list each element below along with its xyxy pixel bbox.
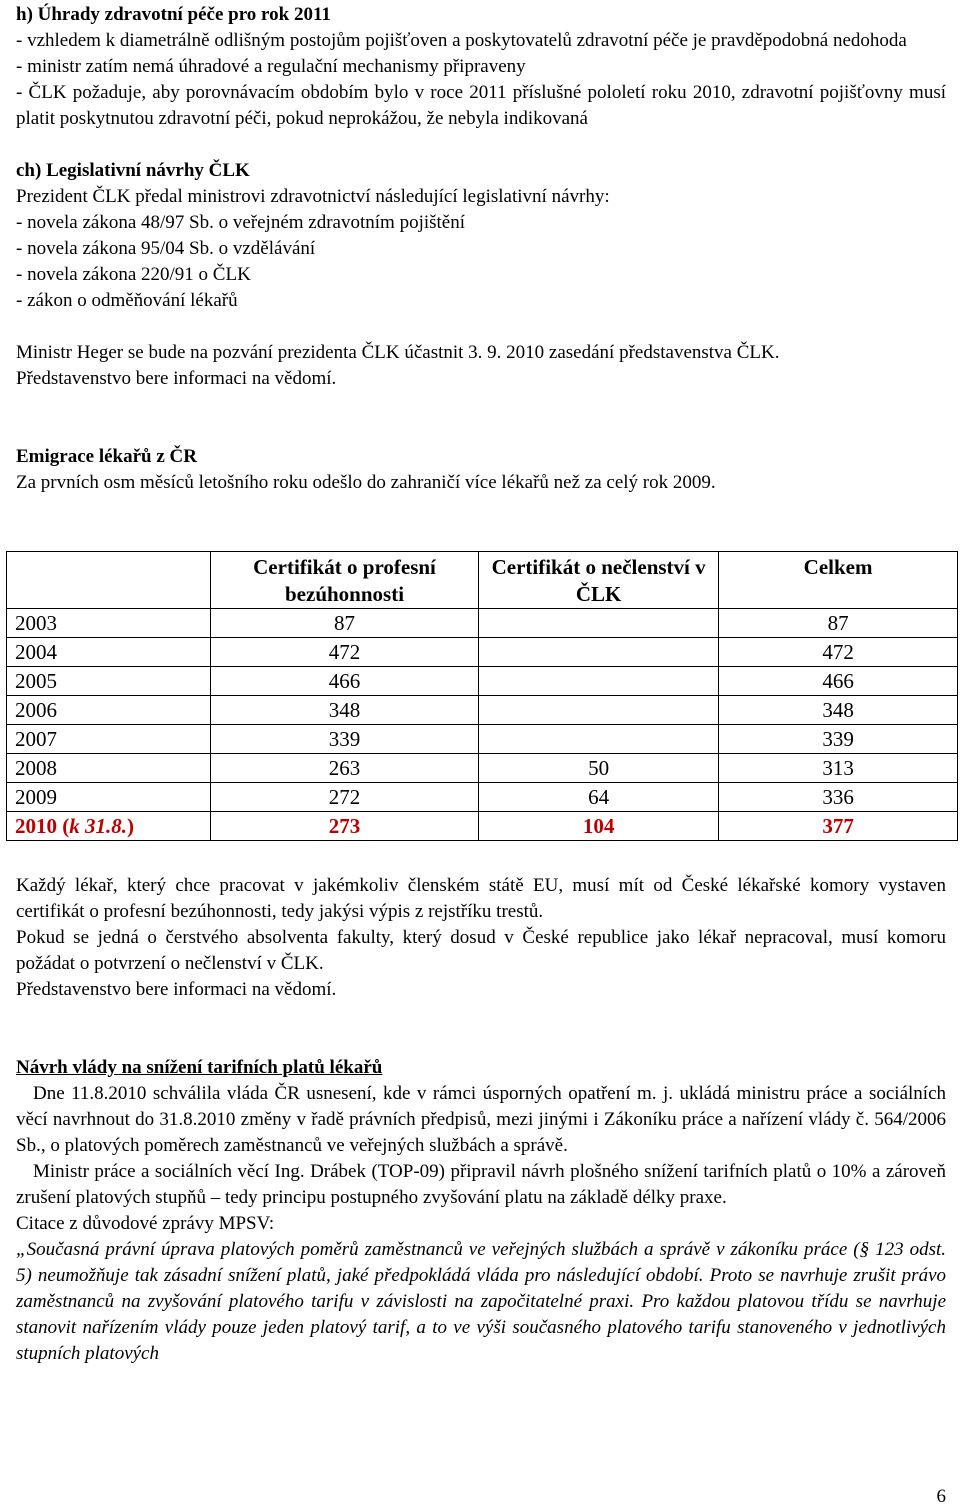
emigrace-heading: Emigrace lékařů z ČR <box>16 446 197 467</box>
table-cell-year: 2003 <box>7 609 211 638</box>
navrh-paragraph-3: Citace z důvodové zprávy MPSV: <box>16 1213 275 1234</box>
navrh-heading: Návrh vlády na snížení tarifních platů lékařů <box>16 1057 383 1078</box>
section-h-line-2: - ministr zatím nemá úhradové a regulační mechanismy připraveny <box>16 56 526 77</box>
table-cell-neclenstvi <box>479 667 719 696</box>
section-h-line-1: - vzhledem k diametrálně odlišným postojům pojišťoven a poskytovatelů zdravotní péče je pravděpodobná nedohoda <box>16 30 907 51</box>
table-cell-year: 2005 <box>7 667 211 696</box>
table-cell-year-highlight: 2010 (k 31.8.) <box>7 812 211 841</box>
section-ch-note-1: Ministr Heger se bude na pozvání prezidenta ČLK účastnit 3. 9. 2010 zasedání představenstva ČLK. <box>16 342 780 363</box>
navrh-paragraph-2: Ministr práce a sociálních věcí Ing. Drábek (TOP-09) připravil návrh plošného snížení tarifních platů o 10% a zároveň zrušení platových stupňů – tedy principu postupného zvyšování platu na základě délky praxe. <box>16 1161 946 1208</box>
table-row <box>7 667 958 696</box>
table-cell-bezuhonnost: 472 <box>210 638 478 667</box>
certificate-table <box>6 551 958 841</box>
table-cell-year: 2006 <box>7 696 211 725</box>
section-h-line-3: - ČLK požaduje, aby porovnávacím obdobím bylo v roce 2011 příslušné pololetí roku 2010, zdravotní pojišťovny musí platit poskytnutou zdravotní péči, pokud neprokážou, že nebyla indikovaná <box>16 82 946 129</box>
section-ch-item-1: - novela zákona 48/97 Sb. o veřejném zdravotním pojištění <box>16 212 466 233</box>
table-header-row <box>7 552 958 609</box>
table-cell-bezuhonnost: 348 <box>210 696 478 725</box>
table-cell-year: 2008 <box>7 754 211 783</box>
table-cell-total: 472 <box>719 638 958 667</box>
section-h-heading: h) Úhrady zdravotní péče pro rok 2011 <box>16 4 331 25</box>
table-cell-total: 313 <box>719 754 958 783</box>
after-table-paragraph-2: Pokud se jedná o čerstvého absolventa fakulty, který dosud v České republice jako lékař nepracoval, musí komoru požádat o potvrzení o nečlenství v ČLK. <box>16 927 946 974</box>
section-ch-heading: ch) Legislativní návrhy ČLK <box>16 160 250 181</box>
table-cell-bezuhonnost: 272 <box>210 783 478 812</box>
table-cell-bezuhonnost: 263 <box>210 754 478 783</box>
section-ch-item-4: - zákon o odměňování lékařů <box>16 290 238 311</box>
table-cell-year: 2007 <box>7 725 211 754</box>
table-cell-total-highlight: 377 <box>719 812 958 841</box>
table-row <box>7 696 958 725</box>
table-cell-total: 466 <box>719 667 958 696</box>
table-cell-bezuhonnost-highlight: 273 <box>210 812 478 841</box>
table-header-celkem: Celkem <box>719 552 958 609</box>
table-row-highlight <box>7 812 958 841</box>
table-row <box>7 609 958 638</box>
table-row <box>7 783 958 812</box>
table-row <box>7 725 958 754</box>
table-cell-total: 339 <box>719 725 958 754</box>
after-table-paragraph-1: Každý lékař, který chce pracovat v jakémkoliv členském státě EU, musí mít od České lékařské komory vystaven certifikát o profesní bezúhonnosti, tedy jakýsi výpis z rejstříku trestů. <box>16 875 946 922</box>
table-cell-neclenstvi <box>479 609 719 638</box>
table-cell-total: 348 <box>719 696 958 725</box>
table-cell-neclenstvi-highlight: 104 <box>479 812 719 841</box>
table-row <box>7 754 958 783</box>
navrh-paragraph-1: Dne 11.8.2010 schválila vláda ČR usnesení, kde v rámci úsporných opatření m. j. ukládá ministru práce a sociálních věcí navrhnout do 31.8.2010 změny v řadě právních předpisů, mezi jinými i Zákoníku práce a nařízení vlády č. 564/2006 Sb., o platových poměrech zaměstnanců ve veřejných službách a správě. <box>16 1083 946 1156</box>
table-cell-bezuhonnost: 87 <box>210 609 478 638</box>
table-cell-neclenstvi <box>479 725 719 754</box>
after-table-paragraph-3: Představenstvo bere informaci na vědomí. <box>16 979 337 1000</box>
table-cell-neclenstvi <box>479 638 719 667</box>
section-ch-item-2: - novela zákona 95/04 Sb. o vzdělávání <box>16 238 316 259</box>
section-ch-intro: Prezident ČLK předal ministrovi zdravotnictví následující legislativní návrhy: <box>16 186 610 207</box>
navrh-quote: „Současná právní úprava platových poměrů zaměstnanců ve veřejných službách a správě v zákoníku práce (§ 123 odst. 5) neumožňuje tak zásadní snížení platů, jaké předpokládá vláda pro následující období. Proto se navrhuje zrušit právo zaměstnanců na zvyšování platového tarifu v závislosti na započitatelné praxi. Pro každou platovou třídu se navrhuje stanovit nařízením vlády pouze jeden platový tarif, a to ve výši současného platového tarifu stanoveného v jednotlivých stupních platových <box>16 1239 946 1364</box>
table-cell-total: 336 <box>719 783 958 812</box>
document-page <box>16 2 946 496</box>
table-cell-neclenstvi: 50 <box>479 754 719 783</box>
table-cell-bezuhonnost: 466 <box>210 667 478 696</box>
table-cell-year: 2009 <box>7 783 211 812</box>
table-cell-bezuhonnost: 339 <box>210 725 478 754</box>
table-header-empty <box>7 552 211 609</box>
table-cell-neclenstvi <box>479 696 719 725</box>
table-header-neclenstvi: Certifikát o nečlenství v ČLK <box>479 552 719 609</box>
table-cell-total: 87 <box>719 609 958 638</box>
section-ch-item-3: - novela zákona 220/91 o ČLK <box>16 264 251 285</box>
table-cell-neclenstvi: 64 <box>479 783 719 812</box>
page-number: 6 <box>936 1486 946 1507</box>
table-cell-year: 2004 <box>7 638 211 667</box>
table-header-bezuhonnost: Certifikát o profesní bezúhonnosti <box>210 552 478 609</box>
table-row <box>7 638 958 667</box>
emigrace-text: Za prvních osm měsíců letošního roku odešlo do zahraničí více lékařů než za celý rok 2009. <box>16 472 716 493</box>
document-page-lower <box>16 873 946 1367</box>
section-ch-note-2: Představenstvo bere informaci na vědomí. <box>16 368 337 389</box>
